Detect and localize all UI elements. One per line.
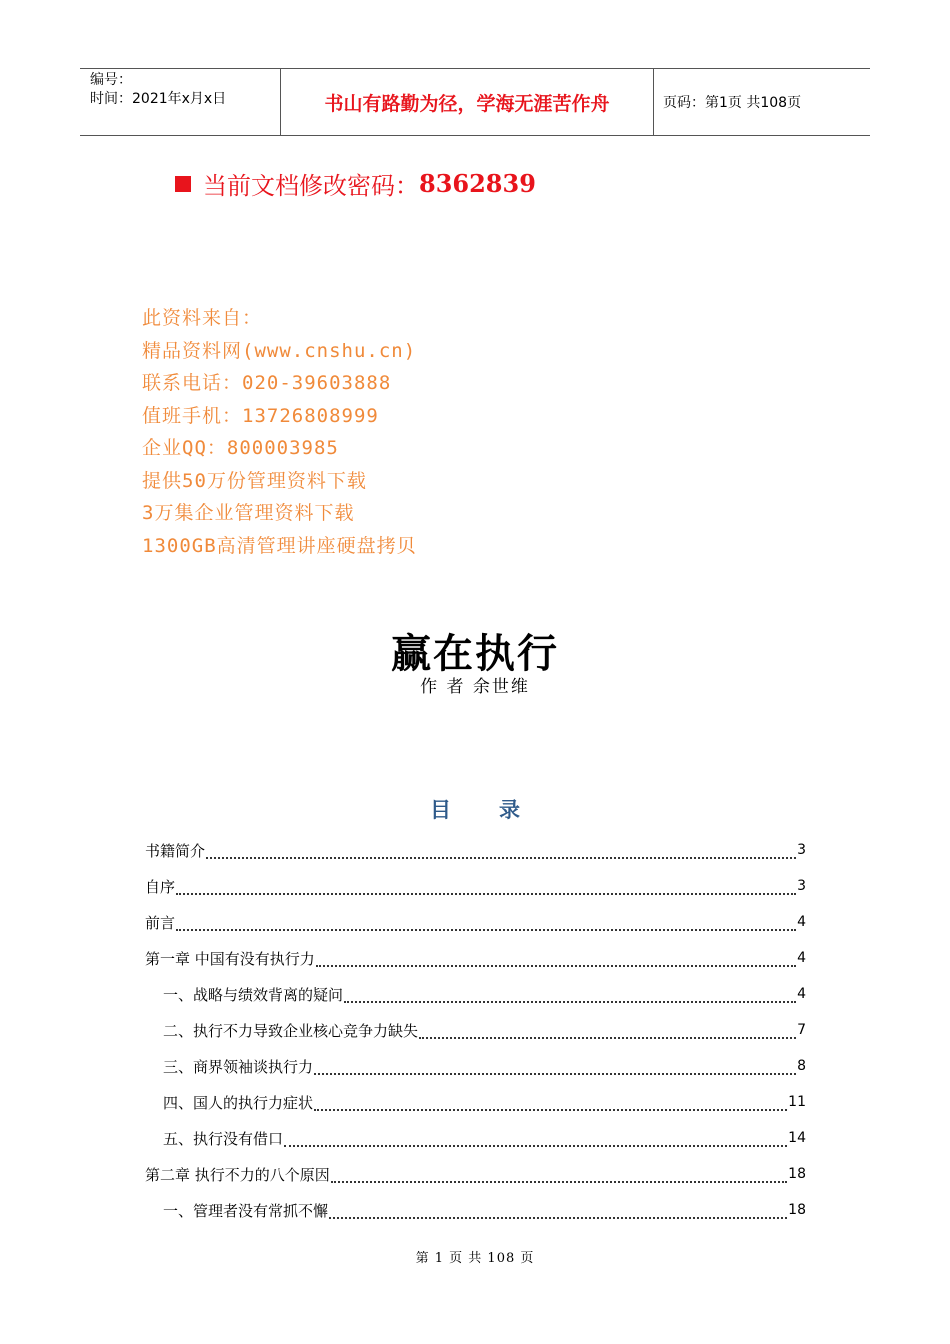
toc-entry-label: 第二章 执行不力的八个原因	[145, 1165, 330, 1184]
source-line: 3万集企业管理资料下载	[142, 502, 355, 524]
toc-dot-leader	[176, 919, 796, 931]
toc-entry-label: 五、执行没有借口	[163, 1129, 284, 1148]
toc-dot-leader	[344, 991, 796, 1003]
book-title: 赢在执行	[391, 630, 559, 677]
toc-dot-leader	[176, 883, 796, 895]
toc-entry-label: 第一章 中国有没有执行力	[145, 949, 315, 968]
toc-entry[interactable]	[145, 1156, 806, 1192]
toc-dot-leader	[419, 1027, 796, 1039]
toc-entry-label: 三、商界领袖谈执行力	[163, 1057, 314, 1076]
toc-dot-leader	[284, 1135, 787, 1147]
time-label: 时间：2021年x月x日	[90, 91, 227, 107]
toc-dot-leader	[206, 847, 796, 859]
toc-entry[interactable]	[145, 1120, 806, 1156]
source-line: 联系电话：020-39603888	[142, 372, 392, 394]
toc-dot-leader	[329, 1207, 787, 1219]
toc-entry-page: 4	[797, 950, 806, 966]
toc-dot-leader	[331, 1171, 787, 1183]
toc-entry[interactable]	[145, 1084, 806, 1120]
toc-dot-leader	[314, 1099, 787, 1111]
password-code: 8362839	[419, 169, 536, 198]
book-author: 作 者 余世维	[420, 677, 530, 697]
red-square-bullet-icon	[175, 176, 191, 192]
toc-entry-label: 一、管理者没有常抓不懈	[163, 1201, 329, 1220]
toc-entry-label: 前言	[145, 913, 176, 932]
toc-entry-label: 二、执行不力导致企业核心竞争力缺失	[163, 1021, 419, 1040]
source-line: 提供50万份管理资料下载	[142, 469, 367, 492]
toc-title-char: 录	[499, 797, 520, 822]
toc-entry-page: 8	[797, 1058, 806, 1074]
toc-entry[interactable]	[145, 976, 806, 1012]
source-line: 值班手机：13726808999	[142, 404, 379, 427]
source-info-block	[142, 302, 417, 562]
toc-entry[interactable]	[145, 1012, 806, 1048]
toc-entry-page: 11	[788, 1094, 806, 1110]
password-label: 当前文档修改密码：	[203, 172, 419, 200]
toc-entry[interactable]	[145, 904, 806, 940]
toc-entry[interactable]	[145, 1048, 806, 1084]
toc-entry[interactable]	[145, 868, 806, 904]
toc-entry-page: 18	[788, 1202, 806, 1218]
toc-entry-label: 自序	[145, 877, 176, 896]
page-footer: 第 1 页 共 108 页	[415, 1251, 535, 1266]
source-line: 此资料来自：	[142, 307, 263, 329]
password-notice	[175, 166, 536, 201]
toc-entry-label: 一、战略与绩效背离的疑问	[163, 985, 344, 1004]
document-header	[80, 68, 870, 136]
toc-dot-leader	[316, 955, 796, 967]
toc-entry-label: 四、国人的执行力症状	[163, 1093, 314, 1112]
toc-dot-leader	[314, 1063, 796, 1075]
toc-entry-page: 3	[797, 878, 806, 894]
toc-entry-label: 书籍简介	[145, 841, 206, 860]
toc-entry[interactable]	[145, 940, 806, 976]
source-line: 1300GB高清管理讲座硬盘拷贝	[142, 534, 417, 557]
toc-title	[0, 794, 950, 824]
toc-title-char: 目	[430, 797, 451, 822]
toc-entry[interactable]	[145, 832, 806, 868]
number-label: 编号：	[90, 72, 132, 88]
toc-entry[interactable]	[145, 1192, 806, 1228]
table-of-contents	[145, 832, 806, 1228]
toc-entry-page: 4	[797, 914, 806, 930]
toc-entry-page: 4	[797, 986, 806, 1002]
header-motto: 书山有路勤为径，学海无涯苦作舟	[281, 69, 654, 135]
toc-entry-page: 3	[797, 842, 806, 858]
toc-entry-page: 7	[797, 1022, 806, 1038]
header-meta-cell	[80, 69, 281, 135]
source-line: 精品资料网(www.cnshu.cn)	[142, 339, 417, 362]
toc-entry-page: 14	[788, 1130, 806, 1146]
header-page-info: 页码：第1页 共108页	[663, 95, 802, 111]
toc-entry-page: 18	[788, 1166, 806, 1182]
source-line: 企业QQ：800003985	[142, 437, 339, 459]
